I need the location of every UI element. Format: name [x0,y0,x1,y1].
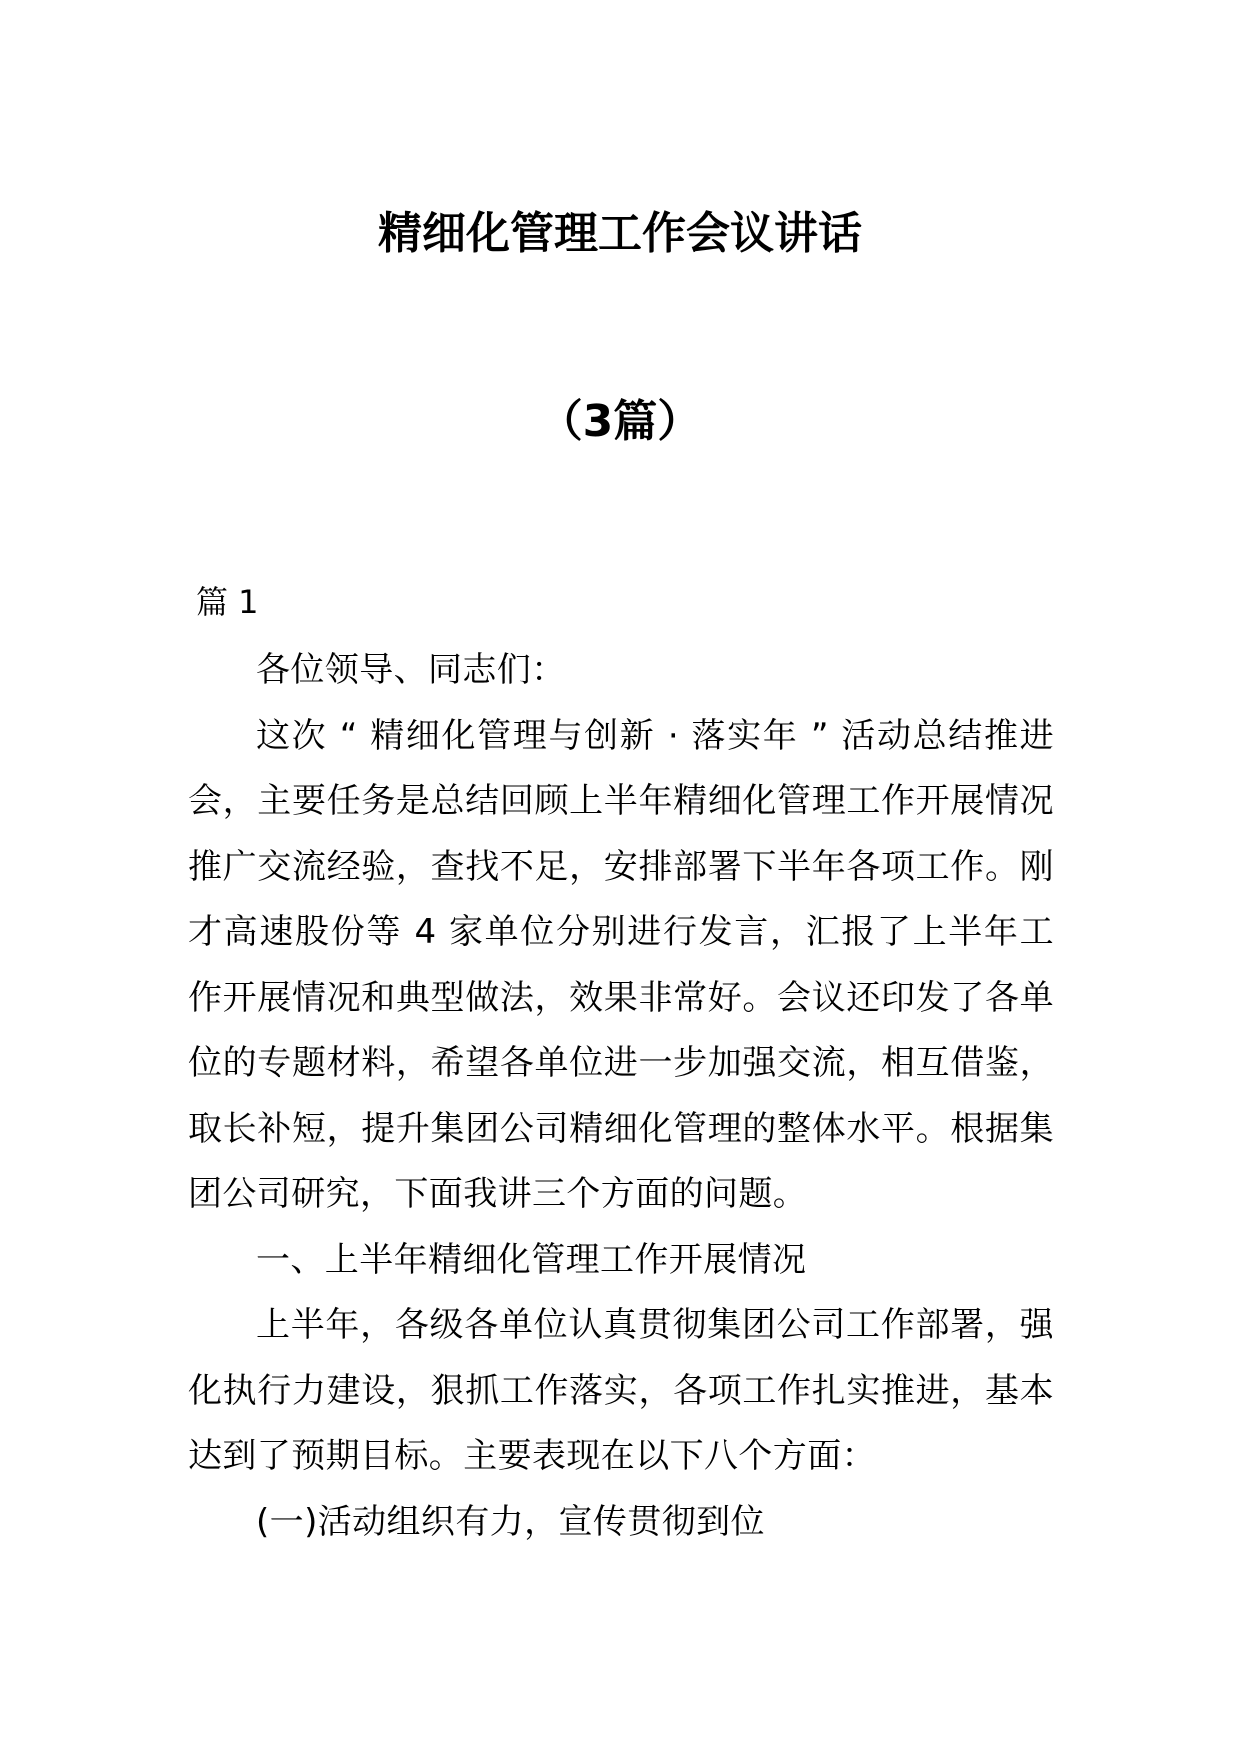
salutation: 各位领导、同志们： [256,650,566,690]
chapter-label: 篇 1 [196,583,259,621]
document-title: 精细化管理工作会议讲话 [378,208,862,259]
subsection-heading: (一)活动组织有力，宣传贯彻到位 [256,1501,765,1542]
intro-paragraph: 这次 “ 精细化管理与创新 · 落实年 ” 活动总结推进会，主要任务是总结回顾上半年精细化管理工作开展情况推广交流经验，查找不足，安排部署下半年各项工作。刚才高速股份等 4 家单位分别进行发言，汇报了上半年工作开展情况和典型做法，效果非常好。会议还印发了各单位的专题材料，希望各单位进一步加强交流，相互借鉴，取长补短，提升集团公司精细化管理的整体水平。根据集团公司研究，下面我讲三个方面的问题。 [188,715,1054,1214]
document-subtitle: （3篇） [538,396,702,447]
section-heading: 一、上半年精细化管理工作开展情况 [256,1239,807,1280]
section-paragraph: 上半年，各级各单位认真贯彻集团公司工作部署，强化执行力建设，狠抓工作落实，各项工作扎实推进，基本达到了预期目标。主要表现在以下八个方面： [188,1305,1054,1476]
body-text [188,638,1054,1555]
